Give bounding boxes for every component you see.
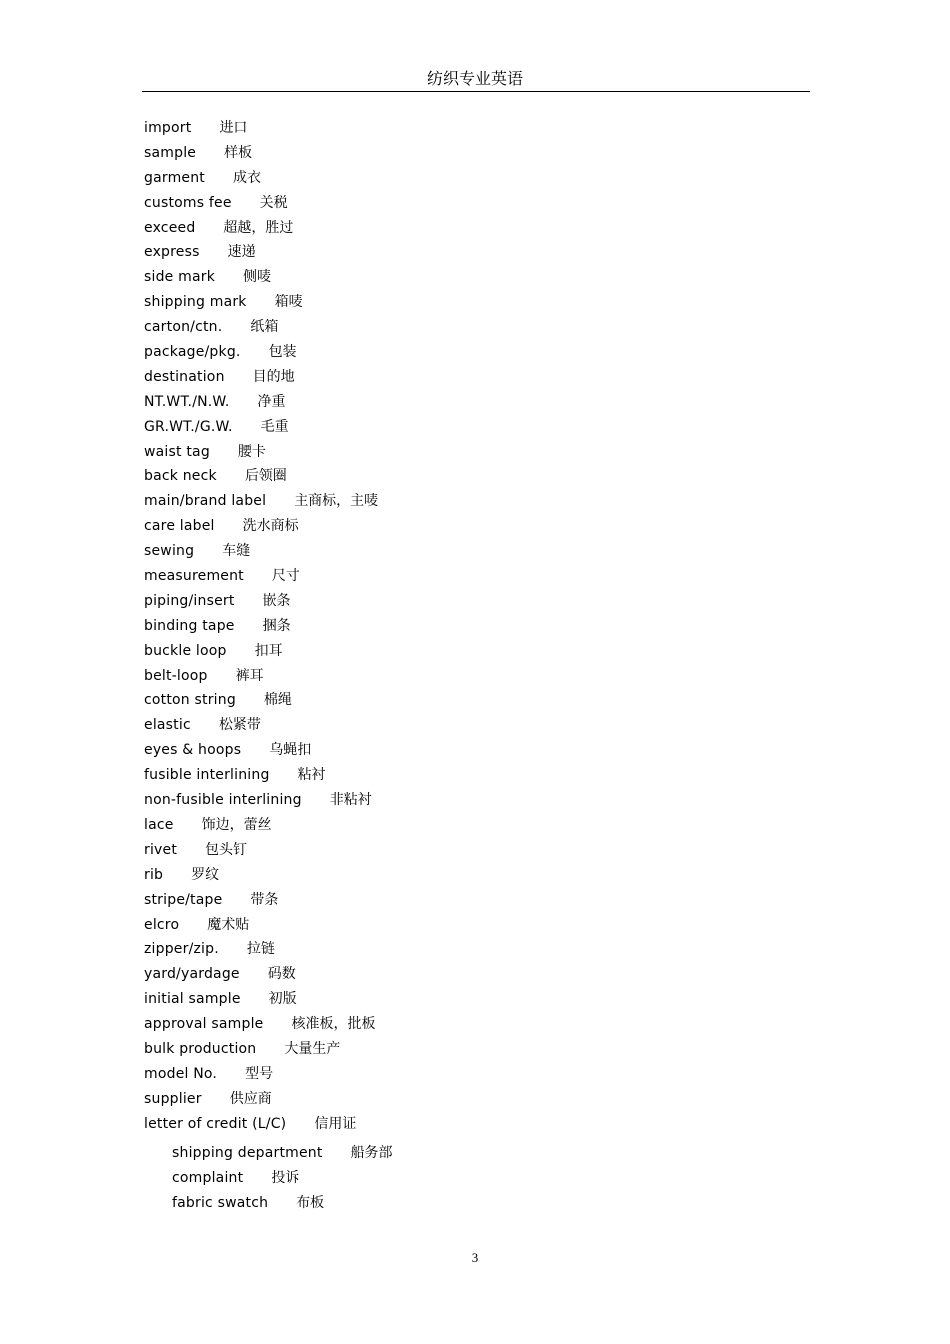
term-english: binding tape (144, 617, 235, 634)
term-english: side mark (144, 269, 216, 286)
term-chinese: 样板 (224, 144, 253, 161)
glossary-entry (144, 1062, 704, 1087)
page-header-title: 纺织专业英语 (426, 69, 523, 88)
term-chinese: 速递 (227, 244, 256, 261)
term-english: lace (144, 816, 174, 833)
term-english: import (144, 120, 192, 136)
term-chinese: 魔术贴 (207, 916, 250, 933)
glossary-entry (144, 788, 704, 813)
glossary-entry (144, 713, 704, 738)
glossary-entry (144, 265, 704, 290)
term-english: main/brand label (144, 493, 267, 510)
term-chinese: 带条 (250, 891, 279, 908)
term-chinese: 嵌条 (262, 592, 291, 609)
glossary-entry (144, 738, 704, 763)
term-chinese: 后领圈 (244, 468, 287, 485)
term-english: piping/insert (144, 592, 235, 609)
term-chinese: 主商标，主唛 (294, 493, 379, 510)
glossary-entry (144, 166, 704, 191)
glossary-entry (144, 116, 704, 141)
term-english: cotton string (144, 692, 236, 709)
term-english: express (144, 244, 200, 261)
glossary-entry (144, 1112, 704, 1137)
term-chinese: 罗纹 (191, 866, 220, 883)
term-english: eyes & hoops (144, 742, 242, 759)
glossary-entry (172, 1141, 732, 1166)
term-chinese: 目的地 (252, 368, 295, 385)
term-english: package/pkg. (144, 344, 241, 361)
term-chinese: 扣耳 (254, 642, 283, 659)
term-english: buckle loop (144, 642, 227, 659)
glossary-entry (144, 614, 704, 639)
glossary-entry (144, 390, 704, 415)
term-chinese: 腰卡 (237, 443, 266, 460)
glossary-entry (172, 1191, 732, 1216)
term-chinese: 箱唛 (274, 294, 303, 311)
term-chinese: 纸箱 (250, 319, 279, 336)
term-chinese: 超越，胜过 (223, 219, 294, 236)
glossary-entry (144, 664, 704, 689)
glossary-list (144, 116, 704, 1137)
term-english: initial sample (144, 991, 241, 1008)
term-english: non-fusible interlining (144, 792, 302, 809)
term-english: measurement (144, 568, 244, 585)
term-english: destination (144, 368, 225, 385)
glossary-entry (144, 813, 704, 838)
term-english: complaint (172, 1169, 244, 1186)
term-chinese: 供应商 (229, 1090, 272, 1107)
term-chinese: 成衣 (233, 169, 261, 186)
glossary-entry (144, 888, 704, 913)
glossary-entry (144, 1087, 704, 1112)
term-chinese: 毛重 (260, 418, 289, 435)
glossary-entry (144, 191, 704, 216)
term-chinese: 船务部 (350, 1145, 393, 1161)
glossary-entry (144, 365, 704, 390)
term-chinese: 型号 (245, 1065, 274, 1082)
glossary-entry (144, 937, 704, 962)
term-english: supplier (144, 1090, 202, 1107)
term-english: exceed (144, 219, 196, 236)
glossary-entry (144, 639, 704, 664)
term-chinese: 信用证 (314, 1115, 357, 1132)
term-english: waist tag (144, 443, 210, 460)
glossary-entry (144, 1012, 704, 1037)
glossary-entry (144, 216, 704, 241)
term-english: shipping mark (144, 294, 247, 311)
glossary-entry (144, 962, 704, 987)
term-english: model No. (144, 1065, 218, 1082)
term-chinese: 捆条 (262, 617, 291, 634)
term-english: rivet (144, 841, 178, 858)
glossary-entry (144, 763, 704, 788)
term-english: shipping department (172, 1145, 323, 1161)
glossary-entry (144, 838, 704, 863)
page-number: 3 (471, 1250, 479, 1265)
term-chinese: 包装 (268, 344, 297, 361)
term-chinese: 进口 (219, 120, 248, 136)
term-english: rib (144, 866, 164, 883)
term-chinese: 净重 (257, 393, 286, 410)
term-english: GR.WT./G.W. (144, 418, 233, 435)
glossary-entry (144, 688, 704, 713)
term-chinese: 乌蝇扣 (269, 742, 312, 759)
glossary-entry (144, 913, 704, 938)
glossary-entry (144, 514, 704, 539)
term-chinese: 侧唛 (243, 269, 272, 286)
term-english: care label (144, 518, 215, 535)
glossary-entry (144, 415, 704, 440)
term-english: fabric swatch (172, 1194, 269, 1211)
glossary-entry (144, 240, 704, 265)
term-english: carton/ctn. (144, 319, 223, 336)
term-english: NT.WT./N.W. (144, 393, 230, 410)
glossary-entry (144, 464, 704, 489)
term-chinese: 码数 (267, 966, 296, 983)
header-rule (142, 91, 810, 92)
term-chinese: 车缝 (222, 543, 251, 560)
term-chinese: 大量生产 (284, 1040, 341, 1057)
glossary-entry (144, 290, 704, 315)
term-english: letter of credit (L/C) (144, 1115, 287, 1132)
term-chinese: 粘衬 (297, 767, 326, 784)
glossary-entry (144, 539, 704, 564)
glossary-entry (144, 987, 704, 1012)
term-chinese: 拉链 (246, 941, 275, 958)
glossary-entry (144, 589, 704, 614)
term-chinese: 棉绳 (263, 692, 292, 709)
term-english: elastic (144, 717, 191, 734)
term-chinese: 饰边，蕾丝 (201, 816, 272, 833)
term-english: stripe/tape (144, 891, 223, 908)
glossary-entry (144, 340, 704, 365)
glossary-entry (144, 141, 704, 166)
term-chinese: 关税 (259, 194, 288, 211)
term-chinese: 包头钉 (205, 841, 248, 858)
term-chinese: 非粘衬 (329, 792, 372, 809)
glossary-entry (144, 489, 704, 514)
term-english: garment (144, 169, 205, 186)
term-english: bulk production (144, 1040, 257, 1057)
term-english: belt-loop (144, 667, 208, 684)
glossary-entry (172, 1166, 732, 1191)
term-english: customs fee (144, 194, 232, 211)
term-english: elcro (144, 916, 180, 933)
term-chinese: 尺寸 (271, 568, 300, 585)
term-english: fusible interlining (144, 767, 270, 784)
term-chinese: 投诉 (271, 1169, 300, 1186)
term-english: approval sample (144, 1016, 264, 1033)
glossary-list-indented (172, 1141, 732, 1216)
term-chinese: 核准板，批板 (291, 1016, 376, 1033)
term-english: zipper/zip. (144, 941, 219, 958)
glossary-entry (144, 315, 704, 340)
term-english: yard/yardage (144, 966, 240, 983)
glossary-entry (144, 1037, 704, 1062)
term-english: sample (144, 144, 197, 161)
term-chinese: 布板 (296, 1194, 325, 1211)
term-english: back neck (144, 468, 217, 485)
glossary-entry (144, 564, 704, 589)
term-english: sewing (144, 543, 195, 560)
term-chinese: 洗水商标 (242, 518, 299, 535)
glossary-entry (144, 863, 704, 888)
term-chinese: 裤耳 (235, 667, 264, 684)
term-chinese: 松紧带 (218, 717, 261, 734)
term-chinese: 初版 (268, 991, 297, 1008)
glossary-entry (144, 440, 704, 465)
